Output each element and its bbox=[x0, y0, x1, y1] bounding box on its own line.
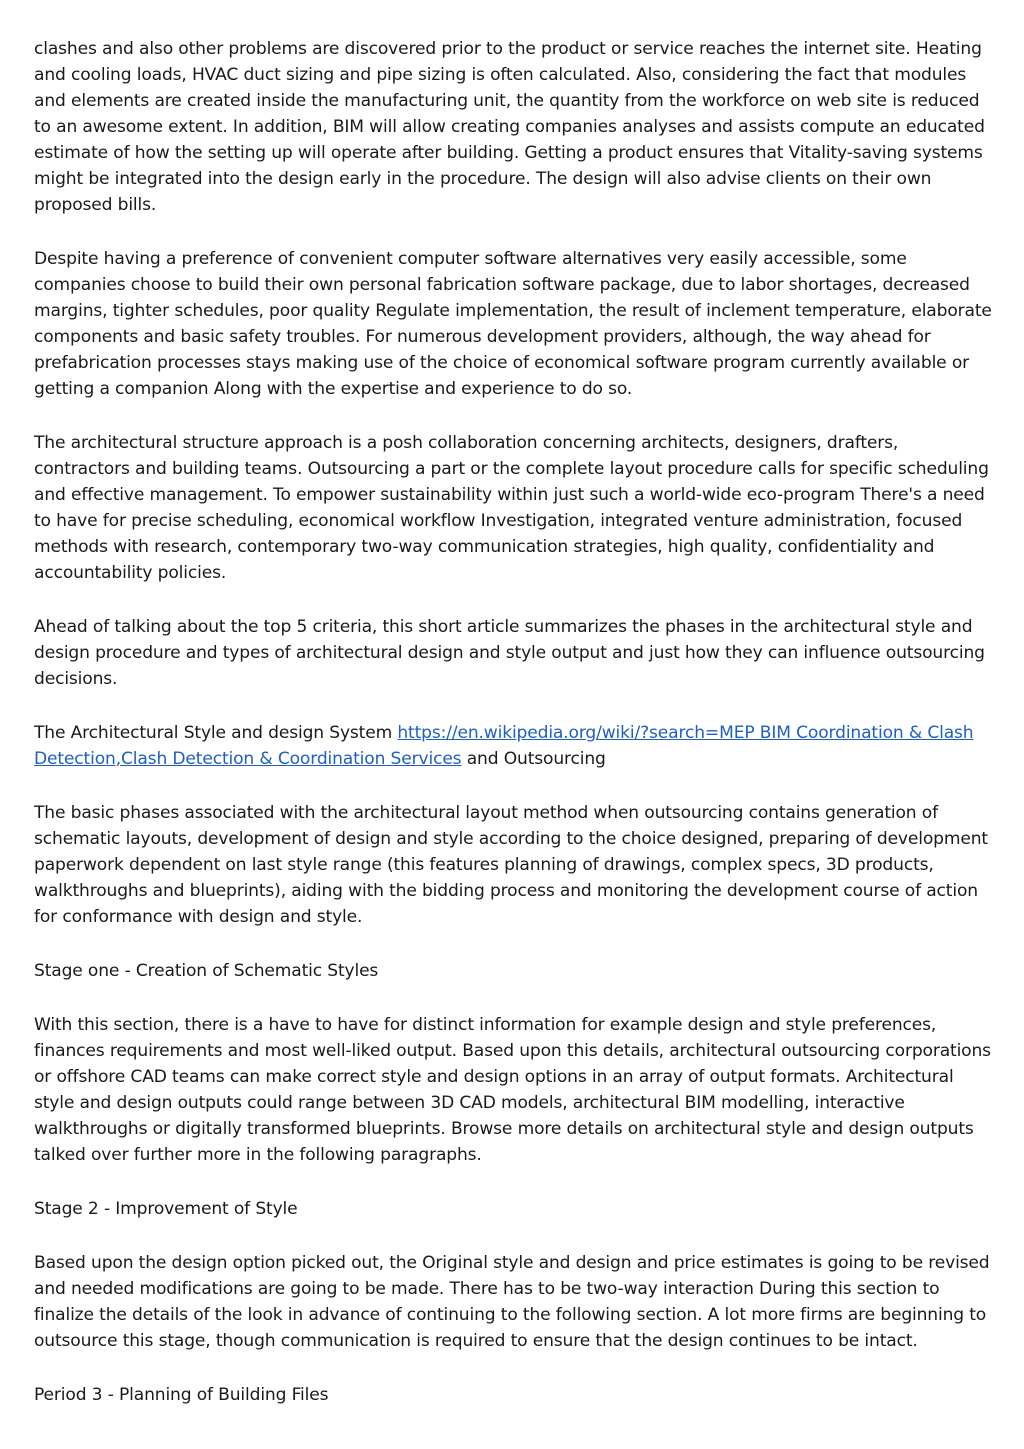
paragraph-stage-two: Based upon the design option picked out, the Original style and design and price estimates is going to be revised and needed modifications are going to be made. There has to be two-way interaction During this section to finalize the details of the look in advance of continuing to the following section. A lot more firms are beginning to outsource this stage, though communication is required to ensure that the design continues to be intact. bbox=[34, 1253, 990, 1351]
wikipedia-search-link[interactable]: https://en.wikipedia.org/wiki/?search=MEP BIM Coordination & Clash Detection,Clash Detection & Coordination Services bbox=[34, 723, 974, 769]
paragraph-stage-one: With this section, there is a have to have for distinct information for example design and style preferences, finances requirements and most well-liked output. Based upon this details, architectural outsourcing corporations or offshore CAD teams can make correct style and design options in an array of output formats. Architectural style and design outputs could range between 3D CAD models, architectural BIM modelling, interactive walkthroughs or digitally transformed blueprints. Browse more details on architectural style and design outputs talked over further more in the following paragraphs. bbox=[34, 1015, 991, 1165]
design-system-suffix: and Outsourcing bbox=[461, 749, 606, 769]
heading-stage-one: Stage one - Creation of Schematic Styles bbox=[34, 961, 379, 981]
article-body bbox=[34, 36, 994, 1436]
heading-stage-two: Stage 2 - Improvement of Style bbox=[34, 1199, 298, 1219]
heading-period-three: Period 3 - Planning of Building Files bbox=[34, 1385, 329, 1405]
paragraph-fabrication-software: Despite having a preference of convenient computer software alternatives very easily accessible, some companies choose to build their own personal fabrication software package, due to labor shortages, decreased margins, tighter schedules, poor quality Regulate implementation, the result of inclement temperature, elaborate components and basic safety troubles. For numerous development providers, although, the way ahead for prefabrication processes stays making use of the choice of economical software program currently available or getting a companion Along with the expertise and experience to do so. bbox=[34, 249, 992, 399]
paragraph-basic-phases: The basic phases associated with the architectural layout method when outsourcing contains generation of schematic layouts, development of design and style according to the choice designed, preparing of development paperwork dependent on last style range (this features planning of drawings, complex specs, 3D products, walkthroughs and blueprints), aiding with the bidding process and monitoring the development course of action for conformance with design and style. bbox=[34, 803, 988, 927]
design-system-prefix: The Architectural Style and design System bbox=[34, 723, 398, 743]
paragraph-top-criteria: Ahead of talking about the top 5 criteria, this short article summarizes the phases in the architectural style and design procedure and types of architectural design and style output and just how they can influence outsourcing decisions. bbox=[34, 617, 985, 689]
paragraph-design-system bbox=[34, 720, 994, 772]
paragraph-bim-clashes: clashes and also other problems are discovered prior to the product or service reaches the internet site. Heating and cooling loads, HVAC duct sizing and pipe sizing is often calculated. Also, considering the fact that modules and elements are created inside the manufacturing unit, the quantity from the workforce on web site is reduced to an awesome extent. In addition, BIM will allow creating companies analyses and assists compute an educated estimate of how the setting up will operate after building. Getting a product ensures that Vitality-saving systems might be integrated into the design early in the procedure. The design will also advise clients on their own proposed bills. bbox=[34, 39, 985, 215]
paragraph-architectural-structure: The architectural structure approach is a posh collaboration concerning architects, designers, drafters, contractors and building teams. Outsourcing a part or the complete layout procedure calls for specific scheduling and effective management. To empower sustainability within just such a world-wide eco-program There's a need to have for precise scheduling, economical workflow Investigation, integrated venture administration, focused methods with research, contemporary two-way communication strategies, high quality, confidentiality and accountability policies. bbox=[34, 433, 989, 583]
